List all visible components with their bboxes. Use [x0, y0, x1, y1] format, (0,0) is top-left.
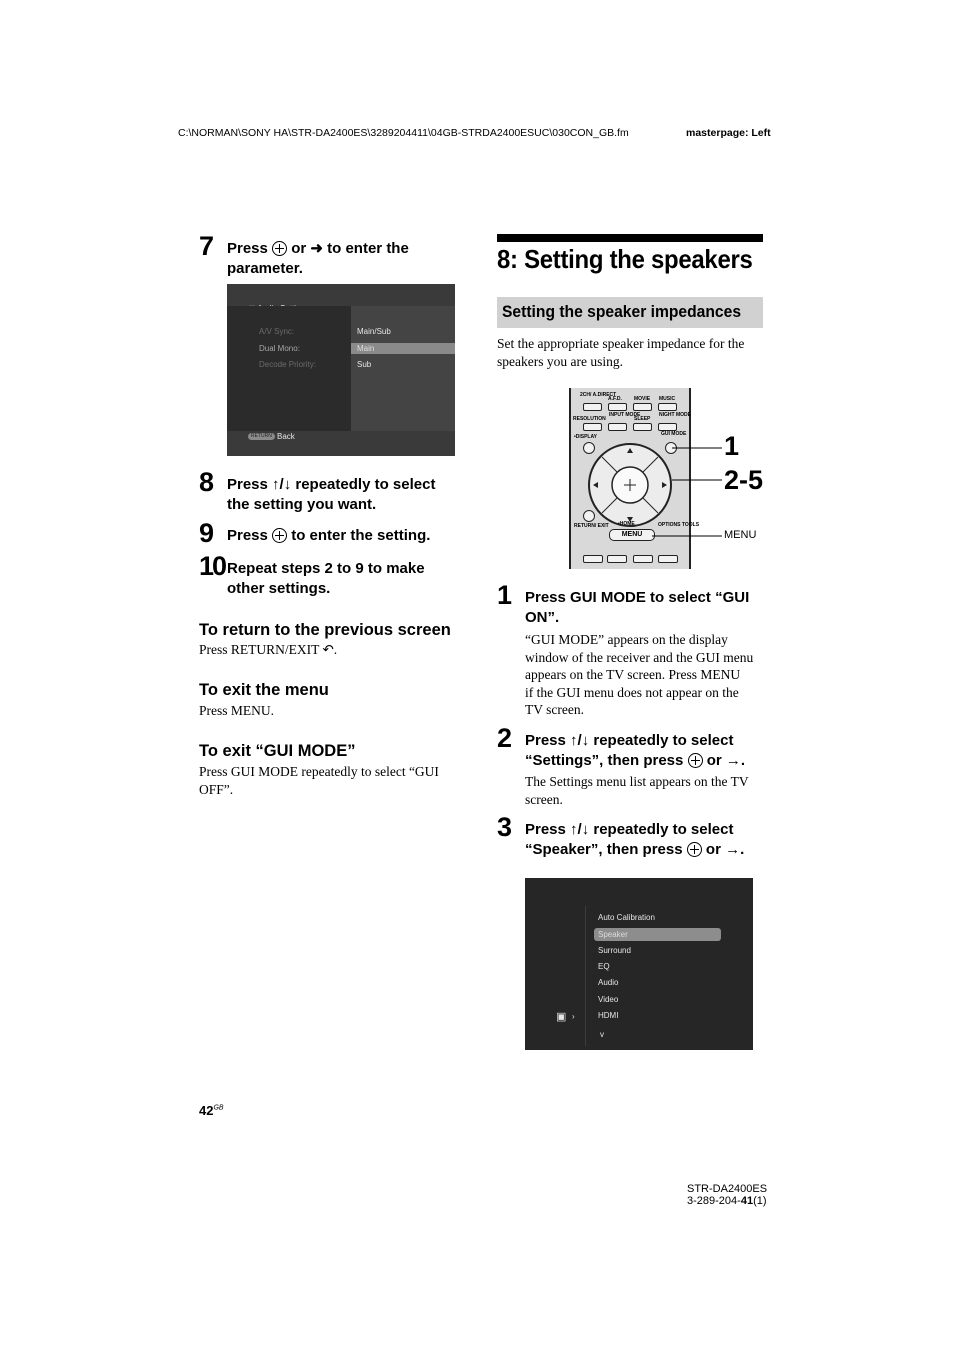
remote-label-night-mode: NIGHT MODE [659, 412, 691, 418]
step-1-text: Press GUI MODE to select “GUI ON”. [525, 589, 750, 626]
step-7-number: 7 [199, 231, 215, 261]
remote-prev-button [583, 555, 603, 563]
step-2-number: 2 [497, 723, 513, 753]
previous-screen-heading: To return to the previous screen [199, 621, 451, 639]
remote-label-gui-mode: GUI MODE [661, 431, 687, 437]
tv1-item: Dual Mono: [259, 344, 300, 353]
remote-button [583, 403, 602, 411]
return-badge: RETURN [248, 433, 275, 440]
step-1-body: “GUI MODE” appears on the display window of the receiver and the GUI menu appears on the TV screen. Press MENU if the GUI menu does not appear on the TV screen. [525, 632, 754, 717]
jog-button-icon [272, 528, 287, 543]
step-10-text: Repeat steps 2 to 9 to make other settings. [227, 560, 425, 597]
remote-button [608, 423, 627, 431]
step-8-text: Press ↑/↓ repeatedly to select the setting you want. [227, 476, 436, 513]
step-10-number: 10 [199, 551, 226, 581]
step-3-text: Press ↑/↓ repeatedly to select “Speaker”, then press or →. [525, 821, 745, 858]
remote-label-return-exit: RETURN/ EXIT [574, 523, 609, 529]
model-info: STR-DA2400ES 3-289-204-41(1) [687, 1183, 768, 1207]
tv1-item: A/V Sync: [259, 327, 295, 336]
remote-label-2ch: 2CH/ A.DIRECT [580, 392, 617, 398]
tv2-item: Audio [598, 978, 619, 987]
remote-button [658, 423, 677, 431]
exit-gui-heading: To exit “GUI MODE” [199, 742, 356, 760]
page-number: $42^{GB}$ [199, 1103, 224, 1118]
jog-button-icon [687, 842, 702, 857]
step-9-number: 9 [199, 518, 215, 548]
step-2-body: The Settings menu list appears on the TV screen. [525, 774, 749, 807]
remote-button [583, 423, 602, 431]
remote-label-sleep: SLEEP [634, 416, 651, 422]
remote-next-button [658, 555, 678, 563]
remote-button [658, 403, 677, 411]
jog-button-icon [272, 241, 287, 256]
file-path: C:\NORMAN\SONY HA\STR-DA2400ES\3289204411\04GB-STRDA2400ESUC\030CON_GB.fm [178, 127, 629, 139]
tv1-value: Main [357, 344, 375, 353]
right-arrow-icon: ➜ [310, 240, 323, 257]
masterpage-label: masterpage: Left [686, 127, 771, 139]
audio-settings-screen [227, 284, 455, 456]
remote-return-button [583, 510, 595, 522]
back-label: Back [277, 432, 295, 441]
remote-button [633, 403, 652, 411]
previous-screen-body: Press RETURN/EXIT ↶. [199, 642, 338, 657]
toolbox-icon: ▣ [556, 1011, 567, 1023]
remote-label-display: •DISPLAY [574, 434, 597, 440]
intro-text: Set the appropriate speaker impedance for the speakers you are using. [497, 336, 745, 369]
remote-rewind-button [607, 555, 627, 563]
tv2-item: Auto Calibration [598, 913, 655, 922]
step-9-text: Press to enter the setting. [227, 527, 431, 544]
remote-label-options: OPTIONS TOOLS [658, 522, 700, 528]
exit-menu-body: Press MENU. [199, 703, 275, 718]
remote-menu-button: MENU [609, 529, 655, 541]
exit-menu-heading: To exit the menu [199, 681, 329, 699]
tv2-item: EQ [598, 962, 610, 971]
step-2-text: Press ↑/↓ repeatedly to select “Settings”, then press or →. [525, 732, 746, 769]
tv2-item: HDMI [598, 1011, 619, 1020]
tv2-item: Video [598, 995, 619, 1004]
jog-button-icon [688, 753, 703, 768]
tv1-item: Decode Priority: [259, 360, 316, 369]
remote-button [608, 403, 627, 411]
remote-label-movie: MOVIE [634, 396, 651, 402]
exit-gui-body: Press GUI MODE repeatedly to select “GUI OFF”. [199, 764, 439, 797]
callout-menu: MENU [724, 529, 757, 541]
section-rule [497, 234, 763, 242]
callout-1: 1 [724, 431, 740, 461]
more-indicator: v [600, 1030, 604, 1039]
subsection-title: Setting the speaker impedances [502, 302, 742, 321]
step-8-number: 8 [199, 467, 215, 497]
callout-lines [650, 440, 730, 545]
step-3-number: 3 [497, 812, 513, 842]
tv2-item: Surround [598, 946, 631, 955]
remote-label-home: •HOME [618, 521, 635, 527]
remote-label-resolution: RESOLUTION [573, 416, 606, 422]
step-7-text: Press or ➜ to enter the parameter. [227, 240, 409, 277]
settings-menu-screen [525, 878, 753, 1050]
remote-label-input-mode: INPUT MODE [609, 412, 641, 418]
callout-2-5: 2-5 [724, 465, 764, 495]
chevron-right-icon: › [572, 1012, 575, 1021]
tv2-item: Speaker [598, 930, 628, 939]
remote-forward-button [633, 555, 653, 563]
remote-label-afd: A.F.D. [608, 396, 622, 402]
step-1-number: 1 [497, 580, 513, 610]
section-title: 8: Setting the speakers [497, 244, 753, 274]
remote-button [633, 423, 652, 431]
tv1-value: Sub [357, 360, 372, 369]
remote-label-music: MUSIC [659, 396, 676, 402]
tv1-value: Main/Sub [357, 327, 391, 336]
